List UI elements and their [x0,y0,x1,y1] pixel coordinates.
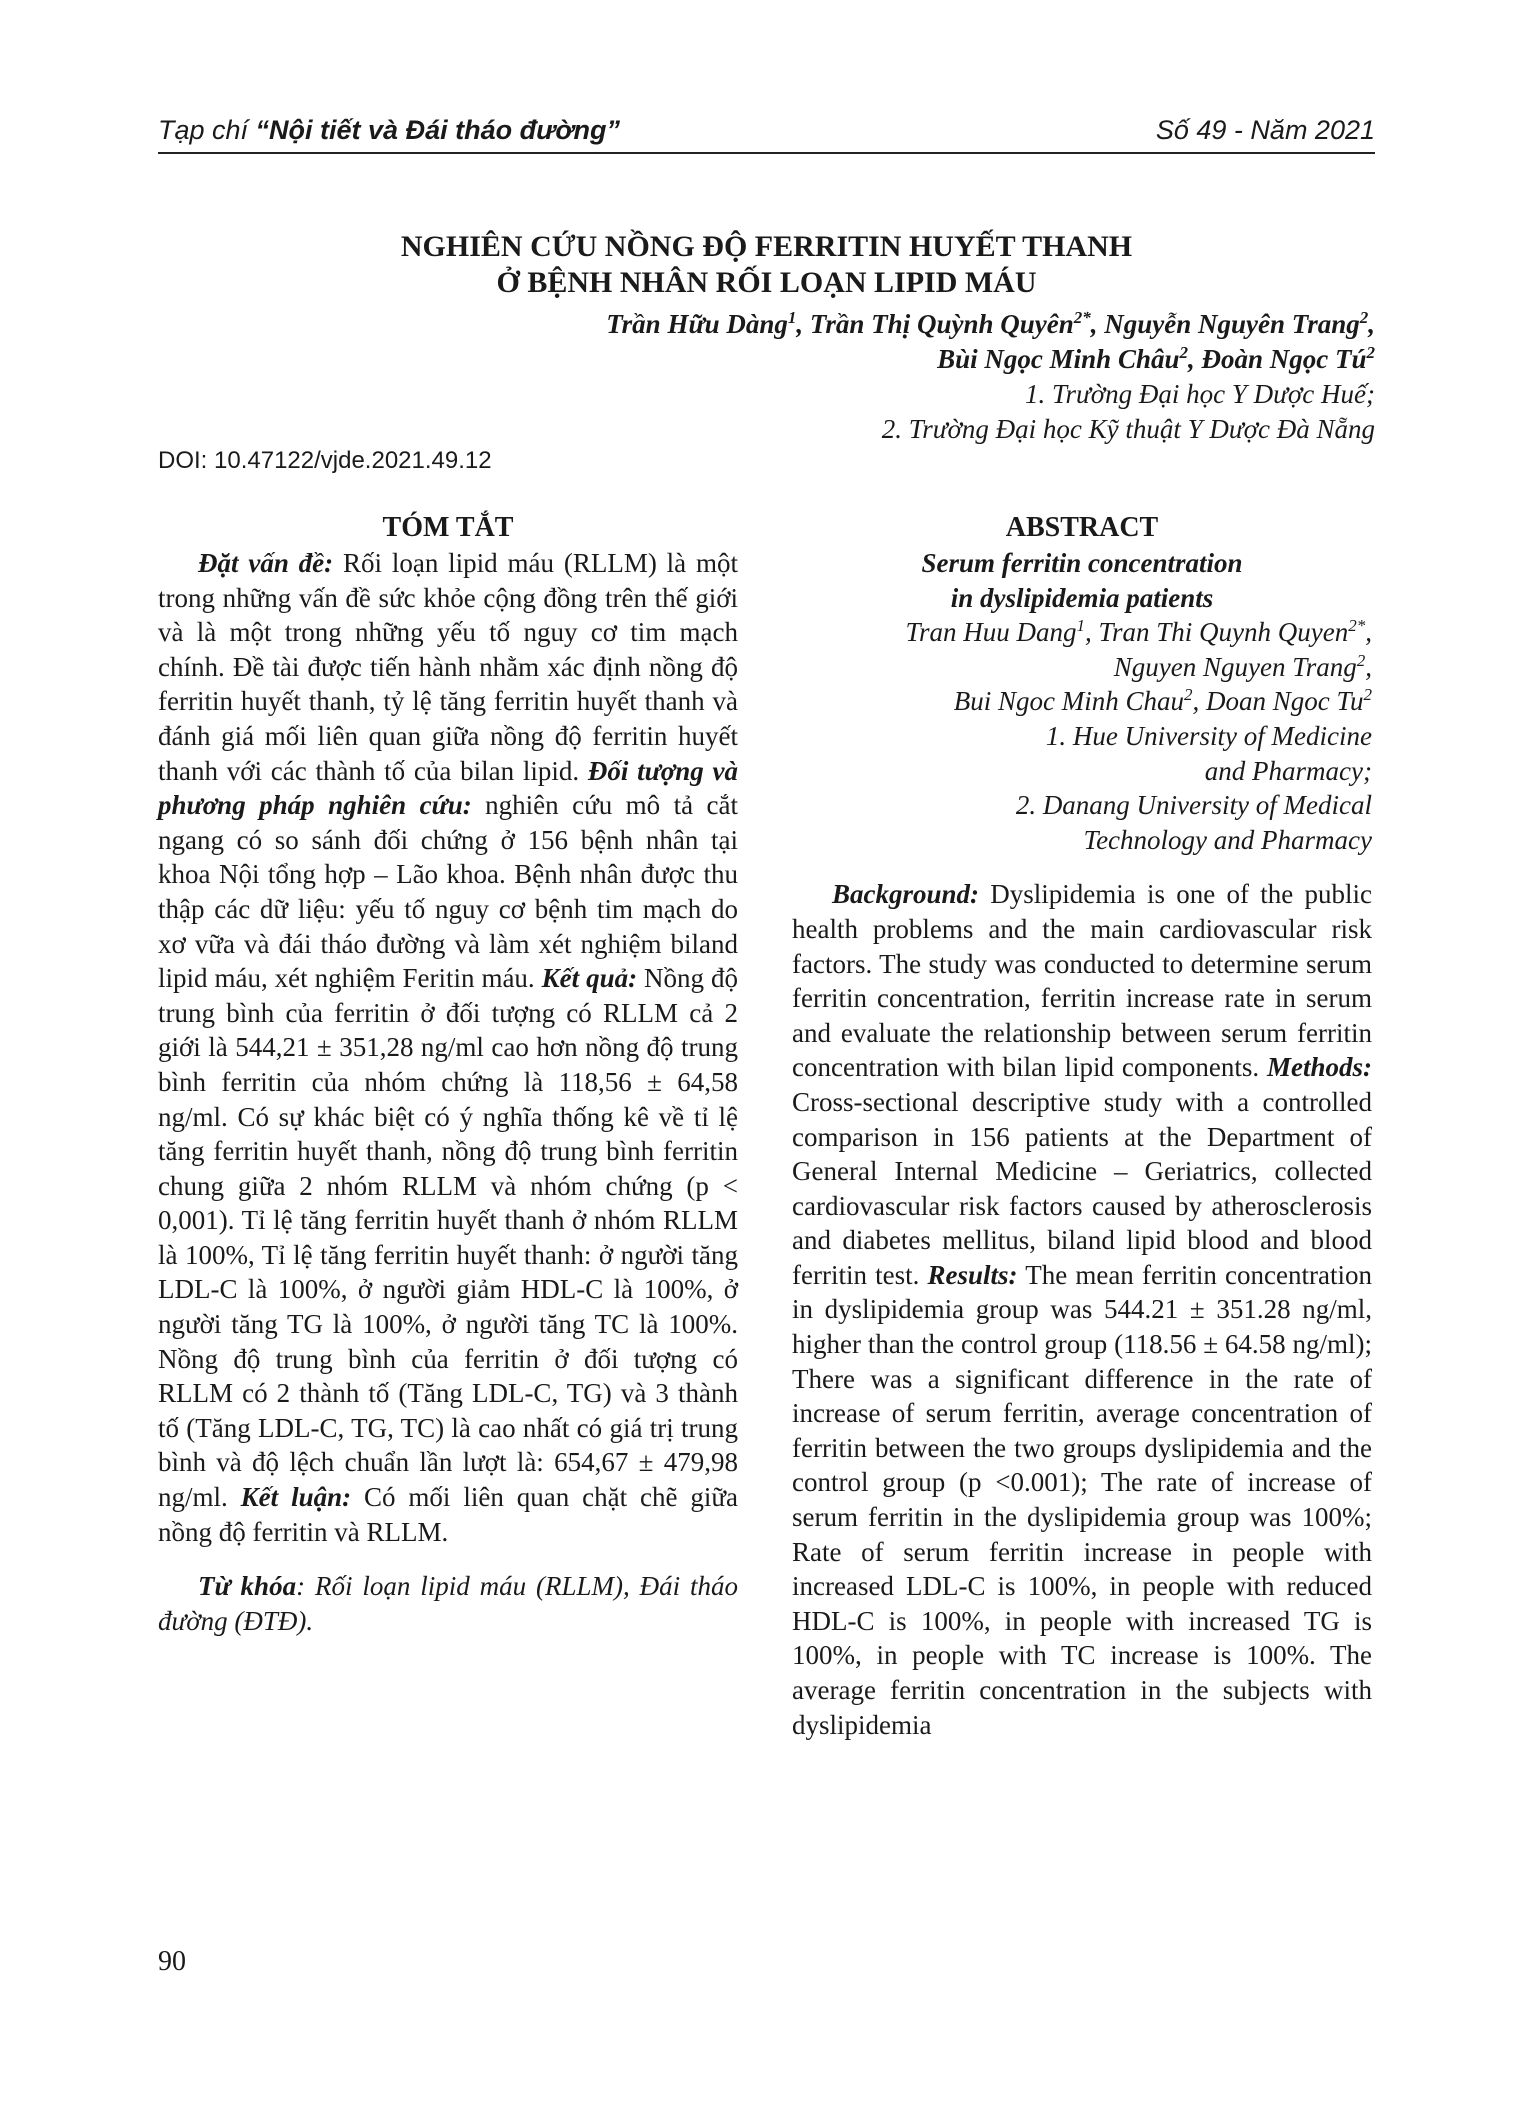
author-line-1: Trần Hữu Dàng$^1$, Trần Thị Quỳnh Quyên$^{2*}$, Nguyễn Nguyên Trang$^2$, [606,308,1375,339]
en-authors-line-2: Nguyen Nguyen Trang$^2$, [1113,650,1372,682]
vietnamese-abstract-column [158,510,738,1638]
affiliation-1: 1. Trường Đại học Y Dược Huế; [1024,379,1375,409]
en-affiliation-line-4: Technology and Pharmacy [1083,824,1372,855]
page-number: 90 [158,1946,186,1977]
en-abstract-body: Background: Dyslipidemia is one of the public health problems and the main cardiovascular risk factors. The study was conducted to determine serum ferritin concentration, ferritin increase rate in serum and evaluate the relationship between serum ferritin concentration with bilan lipid components. Methods: Cross-sectional descriptive study with a controlled comparison in 156 patients at the Department of General Internal Medicine – Geriatrics, collected cardiovascular risk factors caused by atherosclerosis and diabetes mellitus, biland lipid blood and blood ferritin test. Results: The mean ferritin concentration in dyslipidemia group was 544.21 ± 351.28 ng/ml, higher than the control group (118.56 ± 64.58 ng/ml); There was a significant difference in the rate of increase of serum ferritin, average concentration of ferritin between the two groups dyslipidemia and the control group (p <0.001); The rate of increase of serum ferritin in the dyslipidemia group was 100%; Rate of serum ferritin increase in people with increased LDL-C is 100%, in people with reduced HDL-C is 100%, in people with increased TG is 100%, in people with TC increase is 100%. The average ferritin concentration in the subjects with dyslipidemia [792,879,1372,1740]
vn-keywords: Từ khóa: Rối loạn lipid máu (RLLM), Đái tháo đường (ĐTĐ). [158,1571,738,1636]
en-affiliation-line-1: 1. Hue University of Medicine [1045,720,1372,751]
en-authors-line-3: Bui Ngoc Minh Chau$^2$, Doan Ngoc Tu$^2$ [953,685,1372,717]
vn-abstract-body: Đặt vấn đề: Rối loạn lipid máu (RLLM) là một trong những vấn đề sức khỏe cộng đồng trên thế giới và là một trong những yếu tố nguy cơ tim mạch chính. Đề tài được tiến hành nhằm xác định nồng độ ferritin huyết thanh, tỷ lệ tăng ferritin huyết thanh và đánh giá mối liên quan giữa nồng độ ferritin huyết thanh với các thành tố của bilan lipid. Đối tượng và phương pháp nghiên cứu: nghiên cứu mô tả cắt ngang có so sánh đối chứng ở 156 bệnh nhân tại khoa Nội tổng hợp – Lão khoa. Bệnh nhân được thu thập các dữ liệu: yếu tố nguy cơ bệnh tim mạch do xơ vữa và đái tháo đường và làm xét nghiệm biland lipid máu, xét nghiệm Feritin máu. Kết quả: Nồng độ trung bình của ferritin ở đối tượng có RLLM cả 2 giới là 544,21 ± 351,28 ng/ml cao hơn nồng độ trung bình ferritin của nhóm chứng là 118,56 ± 64,58 ng/ml. Có sự khác biệt có ý nghĩa thống kê về tỉ lệ tăng ferritin huyết thanh, nồng độ trung bình ferritin chung giữa 2 nhóm RLLM và nhóm chứng (p < 0,001). Tỉ lệ tăng ferritin huyết thanh ở nhóm RLLM là 100%, Tỉ lệ tăng ferritin huyết thanh: ở người tăng LDL-C là 100%, ở người giảm HDL-C là 100%, ở người tăng TG là 100%, ở người tăng TC là 100%. Nồng độ trung bình của ferritin ở đối tượng có RLLM có 2 thành tố (Tăng LDL-C, TG) và 3 thành tố (Tăng LDL-C, TG, TC) là cao nhất có giá trị trung bình và độ lệch chuẩn lần lượt là: 654,67 ± 479,98 ng/ml. Kết luận: Có mối liên quan chặt chẽ giữa nồng độ ferritin và RLLM. [158,548,738,1547]
article-title-line-2: Ở BỆNH NHÂN RỐI LOẠN LIPID MÁU [496,266,1037,299]
running-header [158,108,1375,154]
en-affiliation-line-3: 2. Danang University of Medical [1015,790,1372,821]
en-abstract-heading: ABSTRACT [1005,512,1159,543]
affiliation-2: 2. Trường Đại học Kỹ thuật Y Dược Đà Nẵng [881,414,1375,444]
en-authors-line-1: Tran Huu Dang$^1$, Tran Thi Quynh Quyen$^{2*}$, [905,616,1372,648]
doi-link[interactable]: DOI: 10.47122/vjde.2021.49.12 [158,447,492,474]
english-abstract-column [792,510,1372,1742]
vn-abstract-heading: TÓM TẮT [382,512,514,543]
en-title-line-2: in dyslipidemia patients [950,582,1214,613]
article-title-line-1: NGHIÊN CỨU NỒNG ĐỘ FERRITIN HUYẾT THANH [400,230,1133,263]
journal-name: Tạp chí “Nội tiết và Đái tháo đường” [158,115,620,145]
issue-number: Số 49 - Năm 2021 [1155,115,1375,145]
en-title-line-1: Serum ferritin concentration [921,548,1243,578]
author-line-2: Bùi Ngọc Minh Châu$^2$, Đoàn Ngọc $Tú^2$ [937,343,1375,374]
en-affiliation-line-2: and Pharmacy; [1204,755,1372,786]
